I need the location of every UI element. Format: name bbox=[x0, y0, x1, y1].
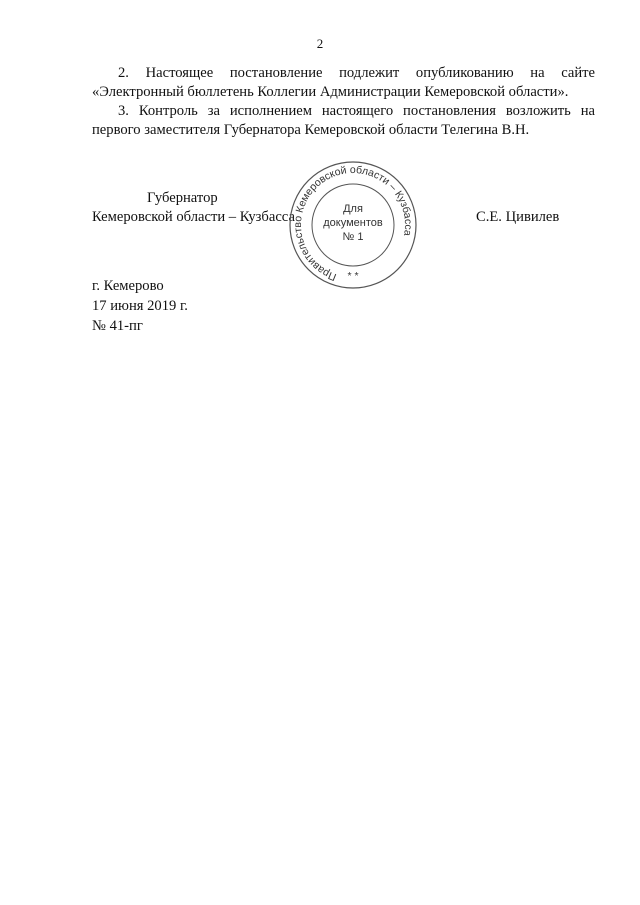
footer-document-number: № 41-пг bbox=[92, 318, 143, 334]
seal-line-2: документов bbox=[323, 217, 383, 229]
seal-ring-text: Правительство Кемеровской области – Кузбасса bbox=[291, 163, 415, 283]
signatory-name: С.Е. Цивилев bbox=[476, 209, 560, 225]
page-number: 2 bbox=[316, 36, 324, 51]
signatory-title: Губернатор bbox=[147, 190, 218, 206]
footer-date: 17 июня 2019 г. bbox=[92, 298, 188, 314]
seal-stars: * * bbox=[347, 270, 359, 282]
footer-city: г. Кемерово bbox=[92, 278, 164, 294]
paragraph-publication bbox=[92, 64, 595, 102]
official-seal bbox=[288, 160, 418, 290]
seal-line-3: № 1 bbox=[342, 231, 364, 243]
seal-line-1: Для bbox=[343, 203, 363, 215]
signatory-region: Кемеровской области – Кузбасса bbox=[92, 209, 295, 225]
paragraph-control bbox=[92, 102, 595, 140]
paragraph-publication-text: 2. Настоящее постановление подлежит опубликованию на сайте «Электронный бюллетень Коллегии Администрации Кемеровской области». bbox=[92, 65, 595, 100]
paragraph-control-text: 3. Контроль за исполнением настоящего постановления возложить на первого заместителя Губернатора Кемеровской области Телегина В.Н. bbox=[92, 103, 595, 138]
